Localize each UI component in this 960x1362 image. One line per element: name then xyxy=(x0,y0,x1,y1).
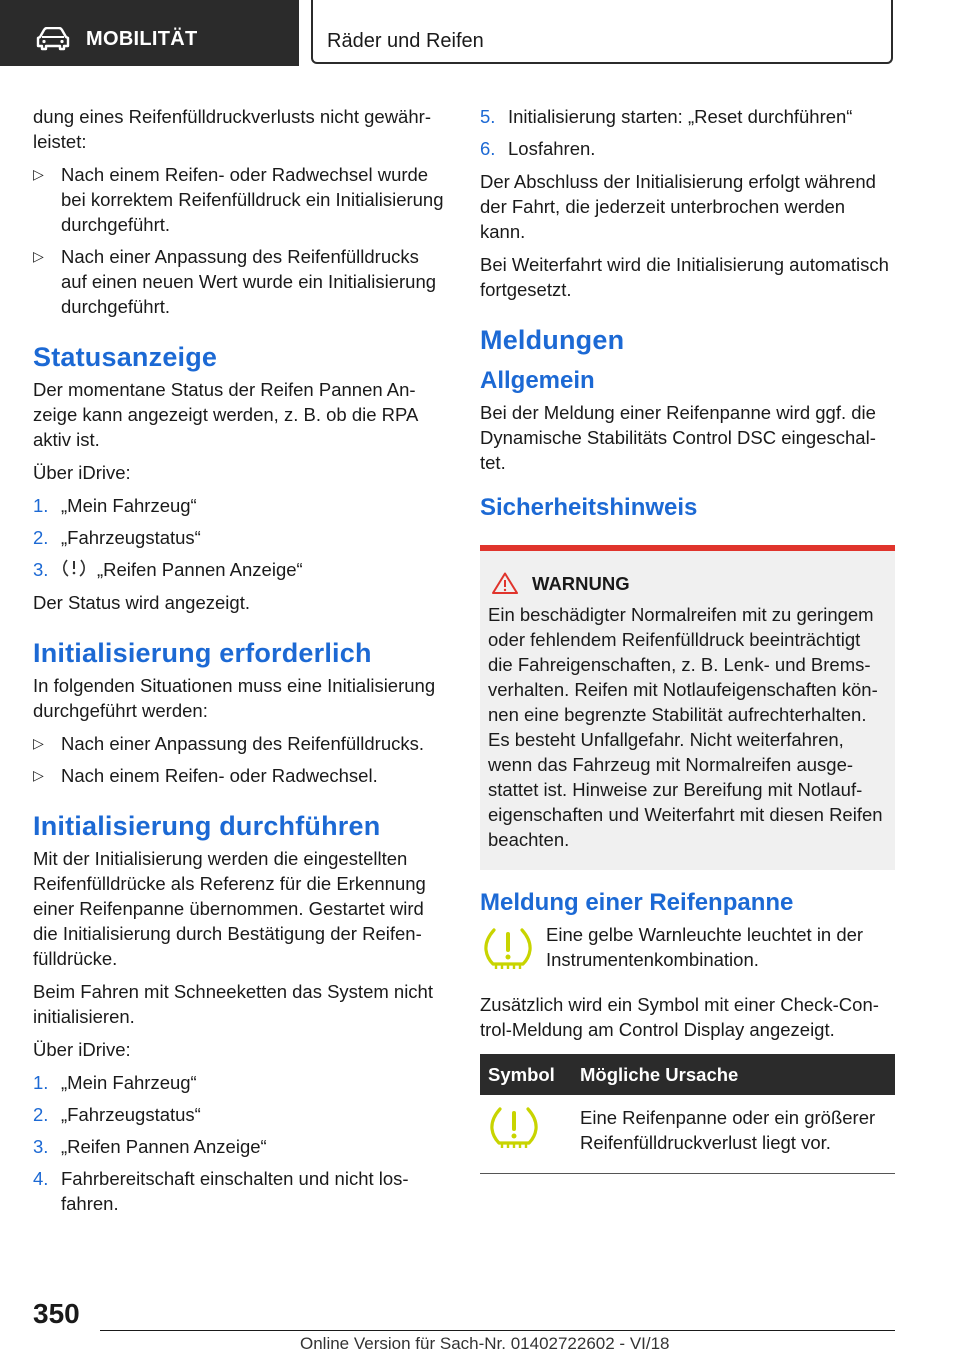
list-item: 3. „Reifen Pannen Anzeige“ xyxy=(33,1136,267,1157)
status-text: Der momentane Status der Reifen Pannen Anzeige kann angezeigt werden, z. B. ob die RPA aktiv ist. xyxy=(33,379,418,450)
status-via: Über iDrive: xyxy=(33,462,131,483)
list-item: 3. „Reifen Pannen Anzeige“ xyxy=(33,559,303,580)
status-heading: Statusanzeige xyxy=(33,342,218,372)
tire-pressure-warning-icon xyxy=(488,1105,540,1151)
section-title: MOBILITÄT xyxy=(86,28,198,50)
init-do-via: Über iDrive: xyxy=(33,1039,131,1060)
chapter-title: Räder und Reifen xyxy=(327,30,484,52)
table-header-cause: Mögliche Ursache xyxy=(572,1054,895,1095)
warning-title: WARNUNG xyxy=(532,573,630,594)
list-item: ▷ Nach einer Anpassung des Reifenfülldrucks. xyxy=(33,733,425,754)
list-item: 2. „Fahrzeugstatus“ xyxy=(33,527,201,548)
init-do-steps-continued xyxy=(480,104,895,161)
warning-triangle-icon xyxy=(492,572,518,594)
completion-text: Der Abschluss der Initialisierung erfolgt während der Fahrt, die jederzeit unterbrochen werden kann. xyxy=(480,171,876,242)
list-item: 2. „Fahrzeugstatus“ xyxy=(33,1104,201,1125)
intro-text: dung eines Reifenfülldruckverlusts nicht gewährleistet: xyxy=(33,106,431,152)
right-column xyxy=(480,104,895,1174)
flat-tire-text-2: Zusätzlich wird ein Symbol mit einer Check-Control-Meldung am Control Display angezeigt. xyxy=(480,994,879,1040)
car-icon xyxy=(36,27,70,51)
list-item: ▷ Nach einer Anpassung des Reifenfülldrucks auf einen neuen Wert wurde ein Initialisierung durchgeführt. xyxy=(33,246,437,317)
general-text: Bei der Meldung einer Reifenpanne wird ggf. die Dynamische Stabilitäts Control DSC eingeschaltet. xyxy=(480,402,876,473)
status-result: Der Status wird angezeigt. xyxy=(33,592,250,613)
init-do-text-2: Beim Fahren mit Schneeketten das System nicht initialisieren. xyxy=(33,981,433,1027)
status-steps xyxy=(33,493,447,582)
page-number: 350 xyxy=(33,1298,80,1329)
flat-tire-message-row xyxy=(480,922,895,978)
tire-pressure-warning-icon xyxy=(482,926,534,972)
list-item: 6. Losfahren. xyxy=(480,138,596,159)
continue-text: Bei Weiterfahrt wird die Initialisierung automatisch fortgesetzt. xyxy=(480,254,889,300)
safety-heading: Sicherheitshinweis xyxy=(480,494,698,521)
tire-warning-small-icon xyxy=(61,557,87,579)
flat-tire-heading: Meldung einer Reifenpanne xyxy=(480,889,794,916)
list-item: ▷ Nach einem Reifen- oder Radwechsel wurde bei korrektem Reifenfülldruck ein Initialisierung durchgeführt. xyxy=(33,164,444,235)
list-item: 4. Fahrbereitschaft einschalten und nicht losfahren. xyxy=(33,1168,409,1214)
list-item: ▷ Nach einem Reifen- oder Radwechsel. xyxy=(33,765,378,786)
page-header xyxy=(0,0,960,66)
table-header-symbol: Symbol xyxy=(480,1054,572,1095)
bullet-triangle-icon: ▷ xyxy=(33,735,44,751)
flat-tire-text: Eine gelbe Warnleuchte leuchtet in der Instrumentenkombination. xyxy=(546,924,864,970)
list-item: 1. „Mein Fahrzeug“ xyxy=(33,495,197,516)
list-item: 5. Initialisierung starten: „Reset durchführen“ xyxy=(480,106,853,127)
intro-bullet-list xyxy=(33,162,447,319)
init-required-text: In folgenden Situationen muss eine Initialisierung durchgeführt werden: xyxy=(33,675,436,721)
table-cell-cause: Eine Reifenpanne oder ein größerer Reifenfülldruckverlust liegt vor. xyxy=(572,1095,895,1174)
left-column xyxy=(33,104,447,1224)
general-heading: Allgemein xyxy=(480,367,595,394)
warning-title-row xyxy=(488,571,887,596)
footer-divider xyxy=(100,1330,895,1331)
init-do-heading: Initialisierung durchführen xyxy=(33,811,381,841)
table-header-row xyxy=(480,1054,895,1095)
bullet-triangle-icon: ▷ xyxy=(33,767,44,783)
symbol-table xyxy=(480,1054,895,1174)
bullet-triangle-icon: ▷ xyxy=(33,248,44,264)
init-required-heading: Initialisierung erforderlich xyxy=(33,638,372,668)
messages-heading: Meldungen xyxy=(480,325,625,355)
warning-text: Ein beschädigter Normalreifen mit zu geringem oder fehlendem Reifenfülldruck beeinträchtigt die Fahreigenschaften, z. B. Lenk- und Bremsverhalten. Reifen mit Notlaufeigenschaften können eine begrenzte Stabilität aufrechterhalten. Es besteht Unfallgefahr. Nicht weiterfahren, wenn das Fahrzeug mit Normalreifen ausgestattet ist. Hinweise zur Bereifung mit Notlaufeigenschaften und Weiterfahrt mit diesen Reifen beachten. xyxy=(488,604,883,850)
footer-version: Online Version für Sach-Nr. 01402722602 - VI/18 xyxy=(300,1334,670,1353)
init-do-text: Mit der Initialisierung werden die eingestellten Reifenfülldrücke als Referenz für die Erkennung einer Reifenpanne übernommen. Gestartet wird die Initialisierung durch Bestätigung der Reifenfülldrücke. xyxy=(33,848,426,969)
init-do-steps xyxy=(33,1070,447,1216)
init-required-bullets xyxy=(33,731,447,788)
bullet-triangle-icon: ▷ xyxy=(33,166,44,182)
warning-box xyxy=(480,545,895,870)
table-cell-symbol xyxy=(480,1095,572,1174)
table-row xyxy=(480,1095,895,1174)
list-item: 1. „Mein Fahrzeug“ xyxy=(33,1072,197,1093)
section-tab xyxy=(0,0,299,66)
chapter-tab xyxy=(311,0,893,64)
